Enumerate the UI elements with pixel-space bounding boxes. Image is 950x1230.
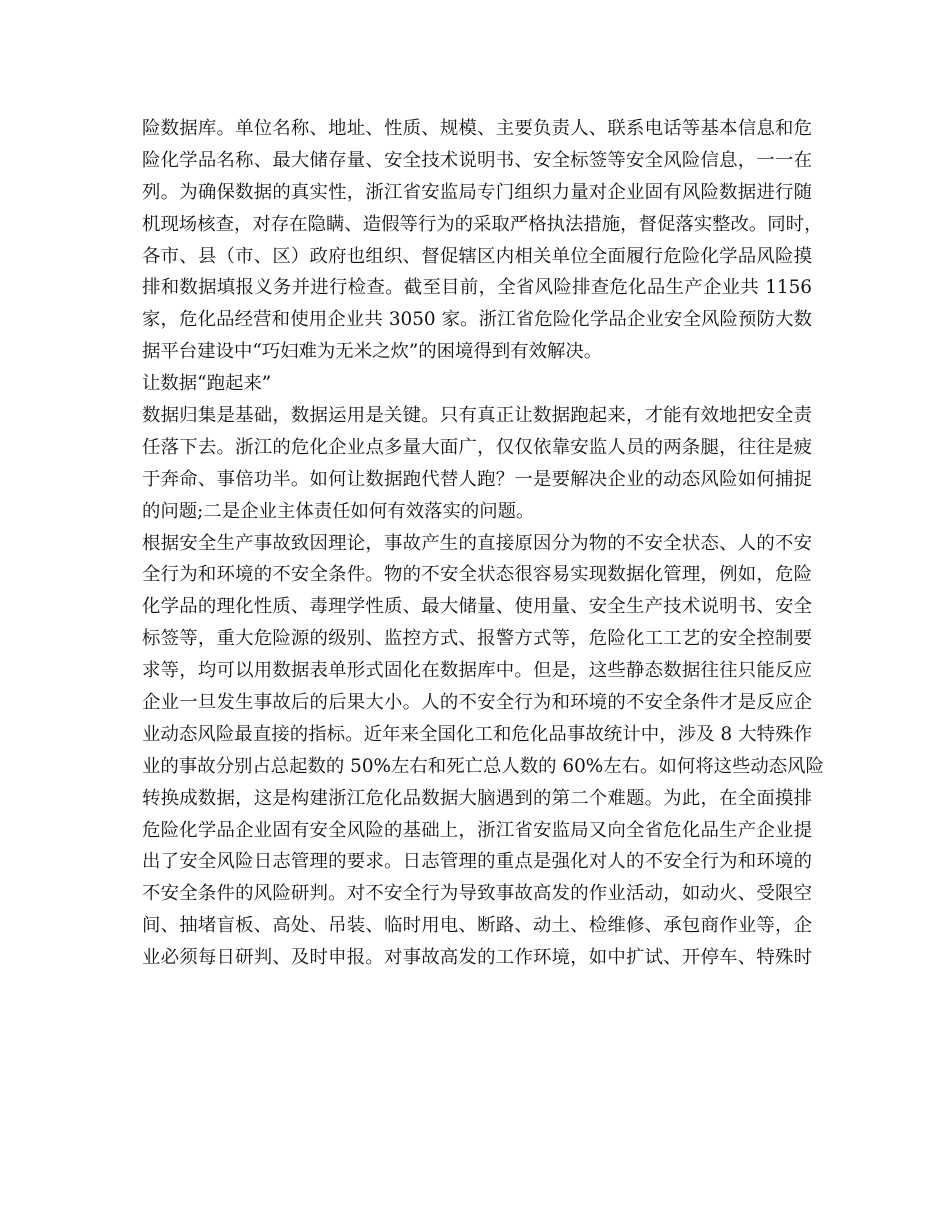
text-line: 家，危化品经营和使用企业共 3050 家。浙江省危险化学品企业安全风险预防大数 <box>142 309 812 331</box>
text-line: 的问题;二是企业主体责任如何有效落实的问题。 <box>142 500 535 522</box>
text-line: 据平台建设中“巧妇难为无米之炊”的困境得到有效解决。 <box>142 341 603 363</box>
text-line: 企业一旦发生事故后的后果大小。人的不安全行为和环境的不安全条件才是反应企 <box>142 692 812 714</box>
text-line: 转换成数据，这是构建浙江危化品数据大脑遇到的第二个难题。为此，在全面摸排 <box>142 787 812 809</box>
text-line: 于奔命、事倍功半。如何让数据跑代替人跑？一是要解决企业的动态风险如何捕捉 <box>142 468 812 490</box>
paragraph-lines <box>142 113 824 974</box>
text-line: 求等，均可以用数据表单形式固化在数据库中。但是，这些静态数据往往只能反应 <box>142 660 812 682</box>
text-line: 数据归集是基础，数据运用是关键。只有真正让数据跑起来，才能有效地把安全责 <box>142 405 812 427</box>
text-line: 全行为和环境的不安全条件。物的不安全状态很容易实现数据化管理，例如，危险 <box>142 564 812 586</box>
text-line: 险数据库。单位名称、地址、性质、规模、主要负责人、联系电话等基本信息和危 <box>142 118 812 139</box>
text-line: 间、抽堵盲板、高处、吊装、临时用电、断路、动土、检维修、承包商作业等，企 <box>142 915 812 937</box>
document-body <box>142 113 824 974</box>
text-line: 危险化学品企业固有安全风险的基础上，浙江省安监局又向全省危化品生产企业提 <box>142 819 812 841</box>
text-line: 机现场核查，对存在隐瞒、造假等行为的采取严格执法措施，督促落实整改。同时， <box>142 213 823 235</box>
text-line: 业的事故分别占总起数的 50%左右和死亡总人数的 60%左右。如何将这些动态风险 <box>142 755 824 777</box>
text-line: 化学品的理化性质、毒理学性质、最大储量、使用量、安全生产技术说明书、安全 <box>142 596 812 618</box>
text-line: 让数据“跑起来” <box>142 373 272 395</box>
text-line: 根据安全生产事故致因理论，事故产生的直接原因分为物的不安全状态、人的不安 <box>142 532 812 554</box>
text-line: 各市、县（市、区）政府也组织、督促辖区内相关单位全面履行危险化学品风险摸 <box>142 245 812 267</box>
text-line: 任落下去。浙江的危化企业点多量大面广，仅仅依靠安监人员的两条腿，往往是疲 <box>142 436 812 458</box>
text-line: 标签等，重大危险源的级别、监控方式、报警方式等，危险化工工艺的安全控制要 <box>142 628 812 650</box>
text-line: 出了安全风险日志管理的要求。日志管理的重点是强化对人的不安全行为和环境的 <box>142 851 812 873</box>
text-line: 险化学品名称、最大储存量、安全技术说明书、安全标签等安全风险信息，一一在 <box>142 149 812 171</box>
text-line: 列。为确保数据的真实性，浙江省安监局专门组织力量对企业固有风险数据进行随 <box>142 181 812 203</box>
text-line: 业必须每日研判、及时申报。对事故高发的工作环境，如中扩试、开停车、特殊时 <box>142 947 812 969</box>
text-line: 不安全条件的风险研判。对不安全行为导致事故高发的作业活动，如动火、受限空 <box>142 883 812 905</box>
text-line: 业动态风险最直接的指标。近年来全国化工和危化品事故统计中，涉及 8 大特殊作 <box>142 723 812 745</box>
text-line: 排和数据填报义务并进行检查。截至目前，全省风险排查危化品生产企业共 1156 <box>142 277 812 299</box>
